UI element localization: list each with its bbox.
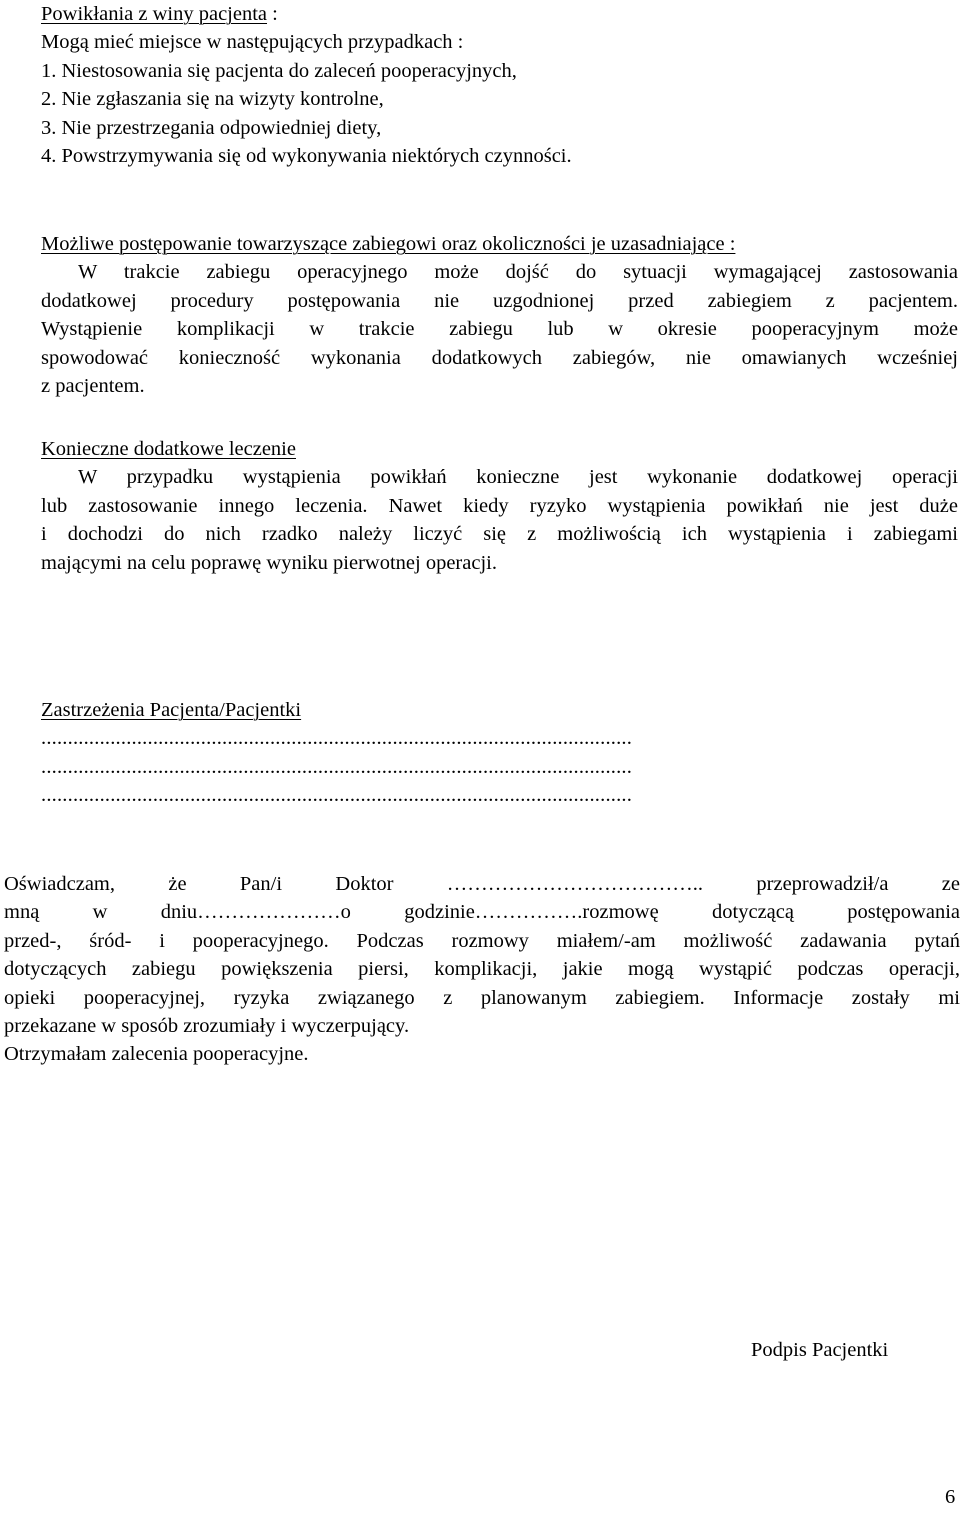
dotted-fill-line: ............................................................................................................... — [41, 755, 633, 778]
complications-heading — [41, 0, 958, 28]
paragraph-line: Otrzymałam zalecenia pooperacyjne. — [4, 1043, 309, 1066]
additional-treatment-heading-text: Konieczne dodatkowe leczenie — [41, 438, 296, 460]
list-item: 3. Nie przestrzegania odpowiedniej diety, — [41, 116, 382, 139]
paragraph-line: lub zastosowanie innego leczenia. Nawet kiedy ryzyko wystąpienia powikłań nie jest duże — [41, 494, 958, 517]
additional-treatment-section — [41, 435, 958, 577]
paragraph-line: dodatkowej procedury postępowania nie uzgodnionej przed zabiegiem z pacjentem. — [41, 289, 958, 312]
list-item: 2. Nie zgłaszania się na wizyty kontrolne, — [41, 88, 384, 111]
paragraph-line: Wystąpienie komplikacji w trakcie zabiegu lub w okresie pooperacyjnym może — [41, 318, 958, 341]
reservations-heading — [41, 696, 958, 724]
paragraph-line: mną w dniu…………………o godzinie…………….rozmowę dotyczącą postępowania — [4, 901, 960, 924]
reservations-section — [41, 696, 958, 810]
complications-intro: Mogą mieć miejsce w następujących przypadkach : — [41, 31, 464, 54]
paragraph-line: opieki pooperacyjnej, ryzyka związanego z planowanym zabiegiem. Informacje zostały mi — [4, 986, 960, 1009]
dotted-fill-line: ............................................................................................................... — [41, 727, 633, 750]
reservations-heading-text: Zastrzeżenia Pacjenta/Pacjentki — [41, 699, 302, 721]
paragraph-line: z pacjentem. — [41, 374, 145, 397]
paragraph-line: W trakcie zabiegu operacyjnego może dojść do sytuacji wymagającej zastosowania — [78, 261, 958, 284]
paragraph-line: przekazane w sposób zrozumiały i wyczerpujący. — [4, 1014, 410, 1037]
list-item: 4. Powstrzymywania się od wykonywania niektórych czynności. — [41, 145, 572, 168]
paragraph-line: Oświadczam, że Pan/i Doktor ……………………………….. przeprowadził/a ze — [4, 873, 960, 895]
procedures-heading-text: Możliwe postępowanie towarzyszące zabiegowi oraz okoliczności je uzasadniające : — [41, 233, 736, 255]
paragraph-line: mającymi na celu poprawę wyniku pierwotnej operacji. — [41, 551, 497, 574]
additional-treatment-heading — [41, 435, 958, 463]
paragraph-line: spowodować konieczność wykonania dodatkowych zabiegów, nie omawianych wcześniej — [41, 346, 958, 369]
paragraph-line: W przypadku wystąpienia powikłań konieczne jest wykonanie dodatkowej operacji — [78, 466, 958, 489]
list-item: 1. Niestosowania się pacjenta do zaleceń pooperacyjnych, — [41, 59, 517, 82]
signature-label: Podpis Pacjentki — [751, 1339, 889, 1361]
procedures-section — [41, 230, 958, 400]
page-number: 6 — [945, 1486, 956, 1508]
complications-heading-suffix: : — [267, 3, 278, 25]
complications-heading-text: Powikłania z winy pacjenta — [41, 3, 268, 25]
complications-section — [41, 0, 958, 170]
paragraph-line: dotyczących zabiegu powiększenia piersi, komplikacji, jakie mogą wystąpić podczas operacji, — [4, 958, 960, 981]
paragraph-line: przed-, śród- i pooperacyjnego. Podczas rozmowy miałem/-am możliwość zadawania pytań — [4, 929, 960, 952]
procedures-heading — [41, 230, 958, 258]
dotted-fill-line: ............................................................................................................... — [41, 784, 633, 807]
declaration-section — [4, 870, 960, 1069]
paragraph-line: i dochodzi do nich rzadko należy liczyć się z możliwością ich wystąpienia i zabiegami — [41, 523, 958, 546]
